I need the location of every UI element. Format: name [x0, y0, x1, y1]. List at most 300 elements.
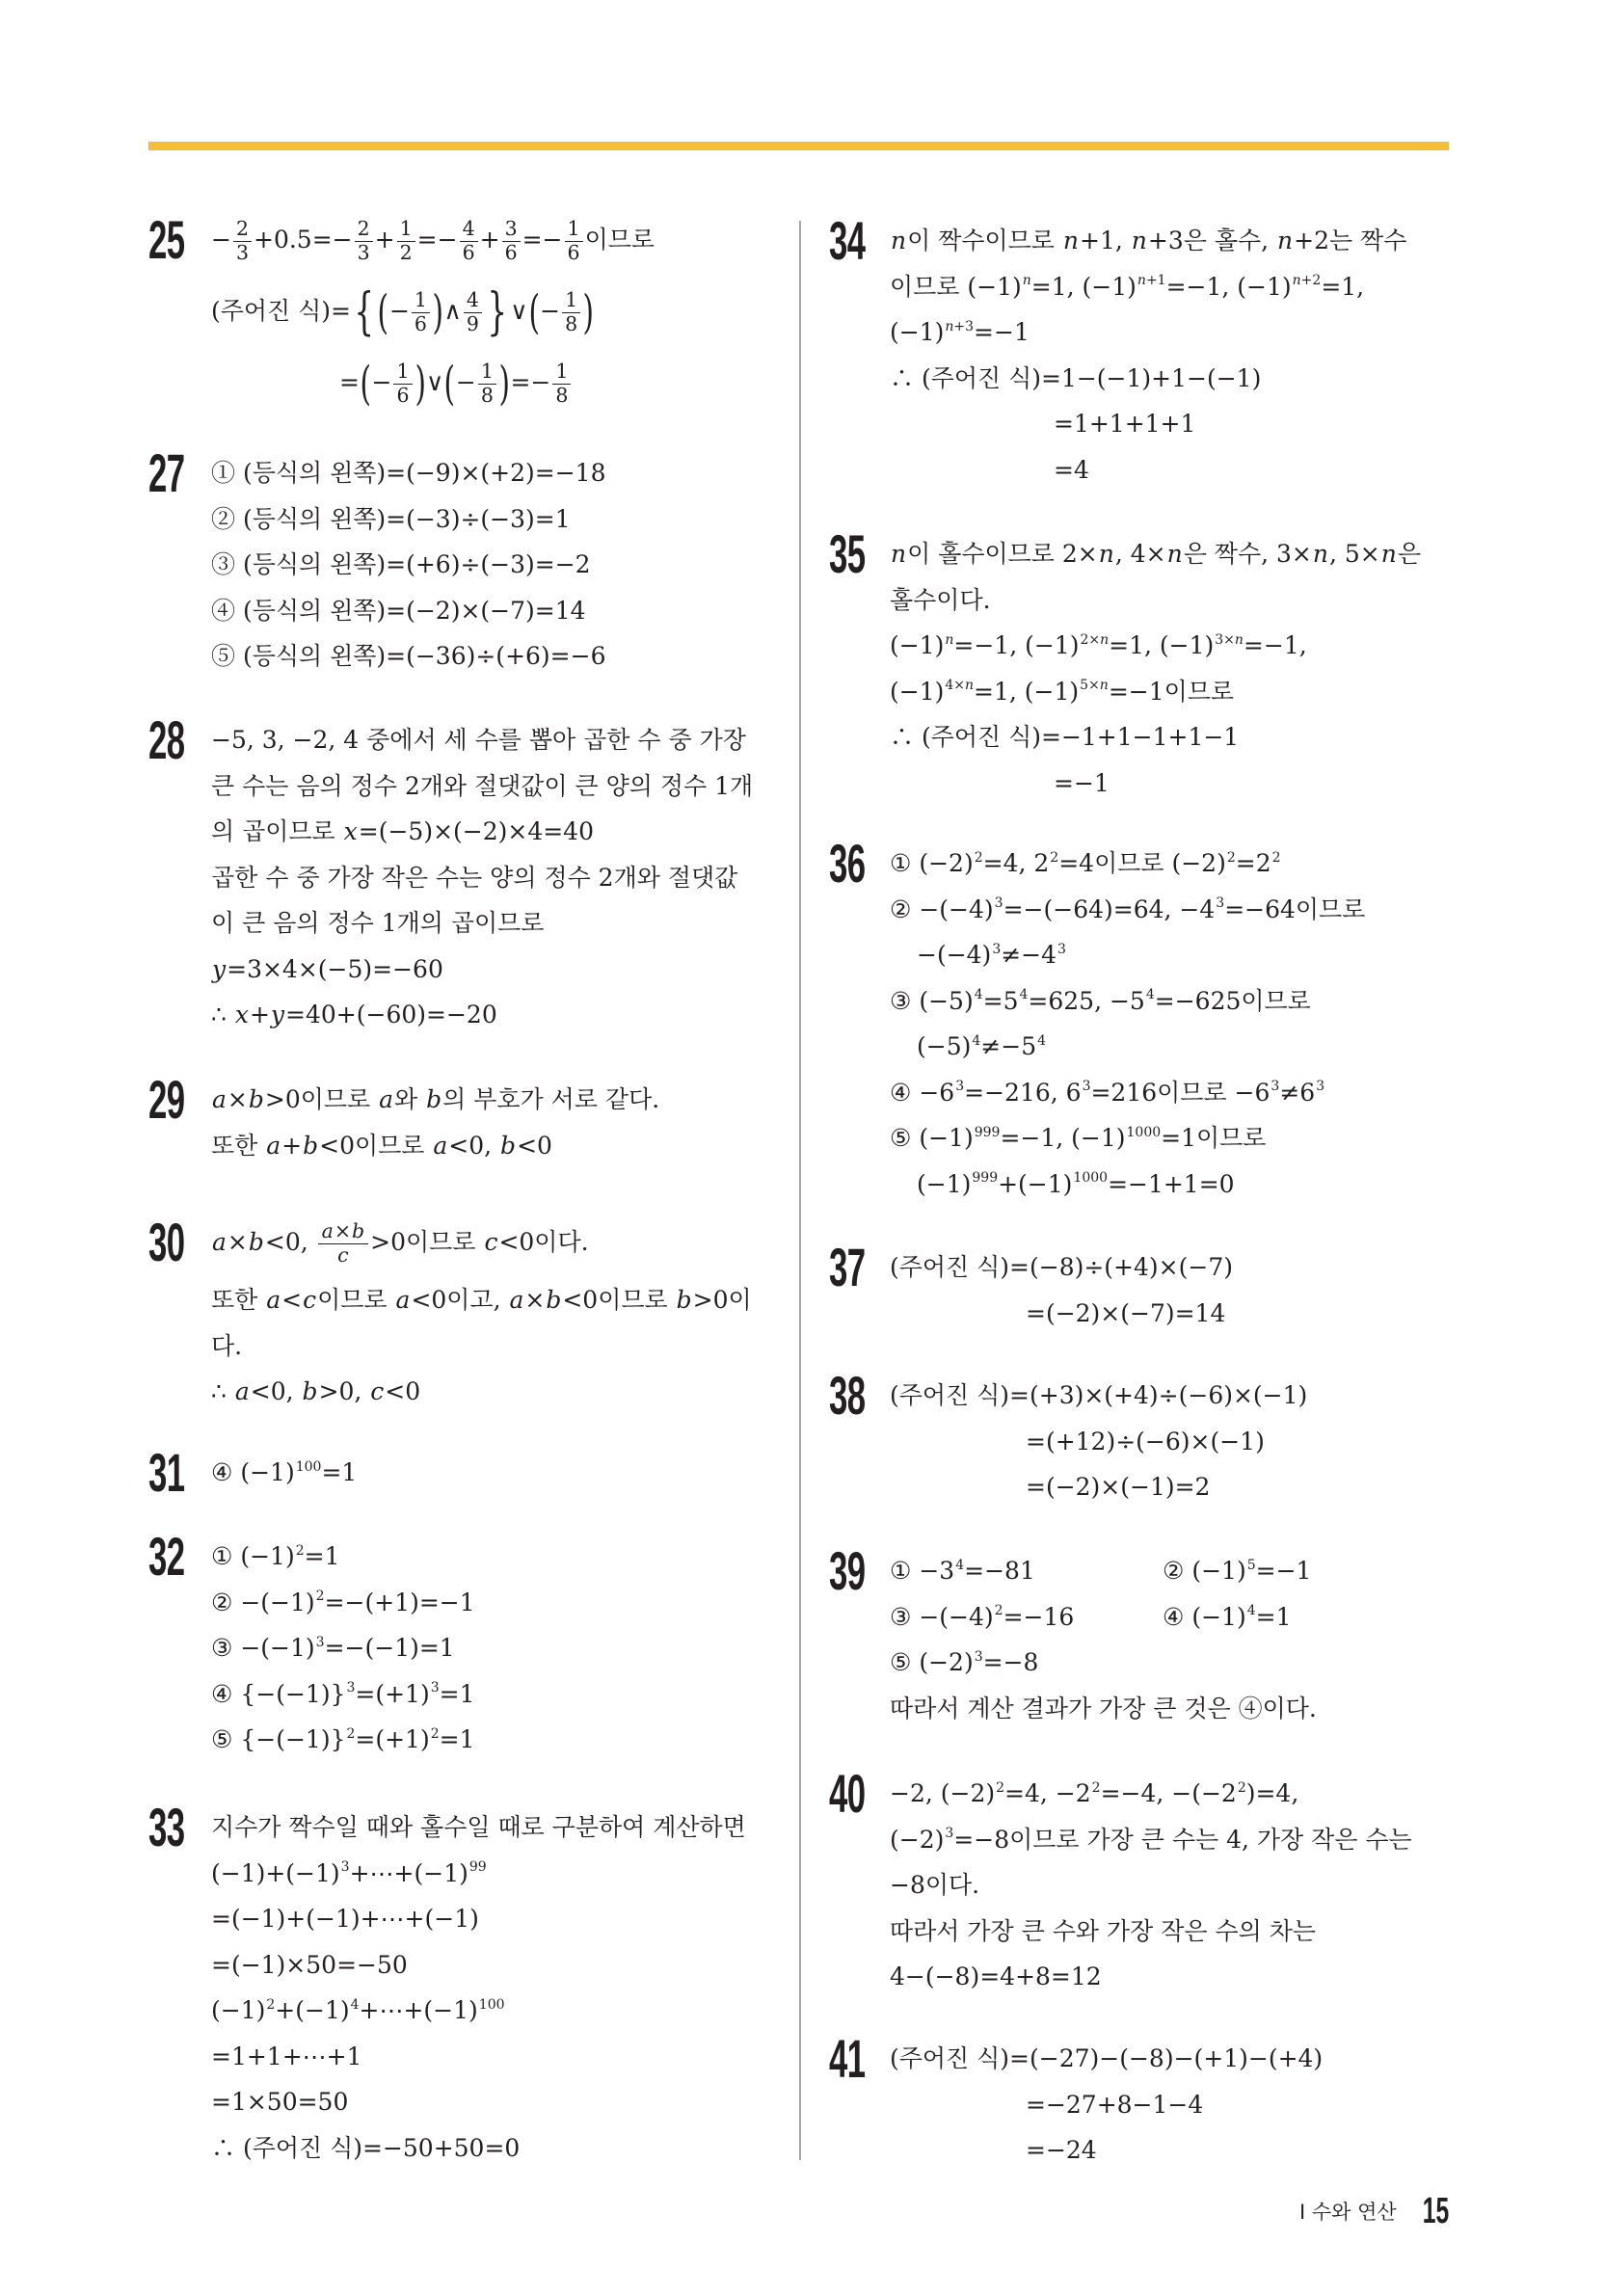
math-text: =−1, (−1): [1165, 272, 1292, 301]
math-text: =(+1): [355, 1725, 430, 1753]
math-text: (주어진 식)=(−27)−(−8)−(+1)−(+4): [890, 2044, 1324, 2072]
answer-body: [890, 218, 1406, 493]
math-text: 1: [555, 360, 569, 384]
superscript: [955, 1079, 964, 1094]
math-text: =216이므로 −6: [1090, 1078, 1271, 1107]
answer-number: 33: [148, 1797, 185, 1857]
answer-38-line-3: [890, 1464, 1307, 1510]
math-variable: n: [945, 631, 954, 648]
answer-30-line-3: [211, 1323, 752, 1370]
answer-number: 27: [148, 442, 185, 503]
answer-32-line-4: [211, 1671, 475, 1718]
math-text: <0이므로: [562, 1286, 676, 1314]
math-variable: x: [234, 1001, 249, 1028]
math-text: (−1): [917, 1169, 972, 1198]
math-text: 1000: [1126, 1124, 1162, 1140]
fraction: [355, 218, 373, 264]
math-variable: c: [337, 1243, 349, 1267]
math-text: 2: [295, 1542, 305, 1559]
answer-41-line-3: [890, 2127, 1323, 2174]
math-text: ④ (등식의 왼쪽)=(−2)×(−7)=14: [211, 596, 586, 625]
answer-body: [211, 1804, 746, 2171]
math-text: 2: [315, 1589, 325, 1605]
fraction: [397, 218, 415, 264]
large-bracket: ): [582, 285, 595, 339]
superscript: [1092, 1780, 1101, 1796]
math-text: ×: [524, 1286, 546, 1314]
math-text: =4: [1054, 455, 1089, 484]
math-variable: n: [1098, 540, 1114, 568]
superscript: [975, 987, 983, 1002]
answer-36-line-1: [890, 841, 1365, 887]
math-text: =−625이므로: [1154, 986, 1311, 1015]
math-variable: n: [1312, 540, 1328, 568]
math-text: 의 부호가 서로 같다.: [442, 1085, 660, 1113]
math-text: 5: [1246, 1557, 1256, 1573]
answer-34-line-2: [890, 264, 1406, 310]
math-text: 이므로: [317, 1286, 395, 1314]
math-variable: c: [370, 1377, 385, 1405]
math-text: 따라서 계산 결과가 가장 큰 것은 ④이다.: [890, 1694, 1317, 1722]
math-variable: a: [395, 1286, 411, 1314]
math-text: 2: [974, 849, 983, 866]
math-text: 2: [399, 241, 413, 264]
math-text: ② (등식의 왼쪽)=(−3)÷(−3)=1: [211, 504, 571, 533]
superscript: [1080, 632, 1109, 648]
math-text: =40+(−60)=−20: [285, 1001, 497, 1028]
math-text: ② −(−4): [890, 894, 994, 923]
math-text: =−8이므로 가장 큰 수는 4, 가장 작은 수는: [953, 1825, 1412, 1854]
math-text: 1: [480, 360, 494, 384]
math-text: =1: [439, 1725, 475, 1753]
math-text: 2: [1226, 849, 1236, 866]
math-text: 2: [266, 1996, 276, 2013]
math-text: 2: [1271, 849, 1281, 866]
math-text: 6: [396, 384, 410, 407]
math-text: 3: [1271, 1079, 1280, 1095]
math-variable: a: [509, 1286, 524, 1314]
fraction-denominator: [412, 313, 430, 336]
math-text: ∨: [510, 297, 528, 325]
math-text: (주어진 식)=: [211, 297, 352, 325]
math-text: =625, −5: [1028, 986, 1145, 1015]
math-variable: n: [1380, 540, 1397, 568]
math-text: =(−1)+(−1)+⋯+(−1): [211, 1905, 479, 1933]
answer-body: [211, 717, 753, 1038]
math-text: 이 큰 음의 정수 1개의 곱이므로: [211, 909, 545, 937]
math-text: ∧: [443, 297, 462, 325]
answer-body: [890, 841, 1365, 1207]
math-text: =1,: [1321, 272, 1365, 301]
math-text: 3: [315, 1634, 325, 1650]
answer-33-line-3: [211, 1896, 746, 1942]
math-text: 홀수이다.: [890, 585, 991, 614]
answer-36-line-3: [890, 932, 1365, 978]
math-text: −: [388, 297, 410, 325]
answer-28-line-7: [211, 992, 753, 1038]
superscript: [316, 1589, 325, 1604]
math-text: 2: [430, 1725, 440, 1742]
math-text: 큰 수는 음의 정수 2개와 절댓값이 큰 양의 정수 1개: [211, 771, 754, 800]
math-variable: b: [248, 1228, 264, 1256]
superscript: [479, 1997, 505, 2013]
math-text: 또한: [211, 1131, 266, 1160]
answer-39-row-1: [890, 1548, 1317, 1594]
answer-35-line-5: [890, 714, 1421, 761]
math-text: +3: [953, 318, 975, 334]
math-text: 지수가 짝수일 때와 홀수일 때로 구분하여 계산하면: [211, 1813, 746, 1841]
math-text: (주어진 식)=(+3)×(+4)÷(−6)×(−1): [890, 1381, 1308, 1409]
math-text: <0: [385, 1377, 421, 1405]
math-text: >0이므로: [264, 1085, 379, 1113]
answer-31-line-1: [211, 1450, 357, 1496]
answer-27-line-2: [211, 496, 605, 543]
superscript: [972, 1033, 980, 1049]
math-variable: n: [1277, 227, 1294, 254]
math-text: =(−1)×50=−50: [211, 1950, 408, 1979]
math-text: 3: [346, 1680, 356, 1696]
math-text: ⑤ (−2): [890, 1648, 974, 1676]
math-variable: n: [891, 227, 907, 254]
math-text: ⑤ {−(−1)}: [211, 1725, 346, 1753]
large-bracket: (: [360, 357, 371, 411]
math-text: 3: [955, 1079, 965, 1095]
math-text: =1: [321, 1458, 358, 1486]
math-variable: b: [426, 1085, 442, 1113]
math-text: 6: [504, 241, 518, 264]
math-variable: b: [546, 1286, 562, 1314]
math-text: 2: [1237, 1779, 1246, 1796]
math-text: =−24: [1026, 2136, 1097, 2164]
math-text: ×: [227, 1228, 248, 1256]
math-variable: x: [343, 817, 358, 845]
math-variable: a: [212, 1085, 227, 1113]
answer-28-line-5: [211, 900, 753, 947]
math-text: =−27+8−1−4: [1026, 2090, 1204, 2119]
superscript: [431, 1680, 440, 1695]
math-text: 1: [414, 288, 427, 312]
answer-30-line-1: [211, 1208, 752, 1277]
math-text: =−4, −(−2: [1100, 1779, 1237, 1807]
math-text: 3: [994, 895, 1003, 912]
answer-33-line-4: [211, 1942, 746, 1989]
answer-number: 40: [829, 1763, 866, 1824]
fraction-numerator: [562, 289, 580, 313]
answer-body: [211, 450, 605, 680]
math-text: =4이므로 (−2): [1058, 849, 1226, 877]
fraction-denominator: [565, 242, 583, 265]
math-variable: b: [500, 1131, 517, 1160]
math-text: 3: [945, 1826, 954, 1842]
fraction-denominator: [397, 242, 415, 265]
math-text: 4: [955, 1557, 965, 1573]
math-text: ⑤ (등식의 왼쪽)=(−36)÷(+6)=−6: [211, 642, 606, 670]
large-bracket: {: [354, 282, 375, 342]
fraction-numerator: [502, 218, 521, 242]
math-text: =3×4×(−5)=−60: [227, 954, 443, 983]
answer-body: [890, 531, 1421, 806]
answer-number: 29: [148, 1069, 185, 1130]
math-text: (−2): [890, 1825, 945, 1854]
math-text: 따라서 가장 큰 수와 가장 작은 수의 차는: [890, 1916, 1317, 1945]
answer-number: 39: [829, 1540, 866, 1601]
math-text: =−: [522, 226, 563, 254]
superscript: [1247, 1603, 1256, 1618]
math-variable: a: [433, 1131, 448, 1160]
answer-35-line-2: [890, 577, 1421, 624]
answer-40-line-5: [890, 1954, 1412, 2000]
math-text: 4: [1019, 987, 1029, 1003]
math-text: =−1, (−1): [1000, 1124, 1126, 1152]
math-variable: c: [484, 1228, 498, 1256]
answer-body: [211, 1534, 475, 1763]
math-text: −5, 3, −2, 4 중에서 세 수를 뽑아 곱한 수 중 가장: [211, 726, 746, 754]
math-text: 4: [462, 217, 475, 241]
fraction-denominator: [393, 385, 412, 408]
math-text: =−1,: [1243, 631, 1307, 659]
math-variable: n: [1062, 227, 1080, 254]
math-text: (−1): [890, 677, 945, 706]
math-text: −: [211, 226, 231, 254]
superscript: [1137, 273, 1166, 288]
math-text: =1+1+1+1: [1054, 410, 1196, 438]
math-text: (−1): [890, 318, 945, 346]
superscript: [316, 1635, 325, 1650]
large-bracket: (: [528, 285, 540, 339]
fraction-numerator: [460, 218, 478, 242]
fraction-numerator: [565, 218, 583, 242]
math-text: 8: [480, 384, 494, 407]
answer-35-line-6: [890, 761, 1421, 807]
math-text: ⑤ (−1): [890, 1124, 974, 1152]
answer-40-line-2: [890, 1817, 1412, 1863]
math-text: =−64이므로: [1224, 894, 1366, 923]
math-text: ∴ (주어진 식)=−1+1−1+1−1: [890, 723, 1240, 751]
fraction-numerator: [464, 289, 482, 313]
answer-32-line-1: [211, 1534, 475, 1580]
answer-38-line-2: [890, 1419, 1307, 1465]
math-text: ③ (−5): [890, 986, 974, 1015]
fraction-denominator: [464, 313, 482, 336]
fraction-denominator: [502, 242, 521, 265]
answer-39-item-2: [1163, 1557, 1311, 1585]
answer-28-line-1: [211, 717, 753, 763]
answer-25-line-1: [211, 204, 655, 276]
superscript: [1073, 1170, 1108, 1186]
math-text: 4×: [945, 678, 966, 694]
math-variable: a: [379, 1085, 394, 1113]
math-text: 1: [567, 217, 580, 241]
math-text: ① (등식의 왼쪽)=(−9)×(+2)=−18: [211, 459, 606, 487]
superscript: [945, 319, 974, 334]
math-text: ④ (−1): [1163, 1602, 1246, 1631]
math-text: ① −3: [890, 1557, 955, 1585]
answer-40-line-1: [890, 1771, 1412, 1817]
math-text: =1이므로: [1161, 1124, 1267, 1152]
superscript: [1037, 1033, 1046, 1049]
math-text: +⋯+(−1): [349, 1858, 468, 1887]
superscript: [1020, 987, 1029, 1002]
math-variable: a: [234, 1377, 250, 1405]
superscript: [341, 1859, 350, 1875]
math-variable: a: [212, 1228, 227, 1256]
superscript: [1271, 1079, 1279, 1094]
math-variable: b: [676, 1286, 692, 1314]
math-text: +2는 짝수: [1294, 227, 1407, 254]
math-variable: n: [1100, 631, 1110, 648]
math-text: 은 짝수, 3×: [1183, 540, 1312, 568]
superscript: [1293, 273, 1322, 288]
math-text: 다.: [211, 1331, 243, 1360]
fraction-numerator: [393, 360, 412, 385]
math-text: =1×50=50: [211, 2088, 349, 2116]
math-text: +: [249, 1001, 270, 1028]
math-text: 이 짝수이므로: [907, 227, 1062, 254]
math-text: 4: [972, 1032, 981, 1049]
math-text: 곱한 수 중 가장 작은 수는 양의 정수 2개와 절댓값: [211, 863, 738, 892]
math-text: =−1이므로: [1108, 677, 1235, 706]
math-text: 3: [1057, 941, 1066, 957]
math-text: <0,: [448, 1131, 500, 1160]
answer-34-line-3: [890, 309, 1406, 356]
fraction-numerator: [478, 360, 496, 385]
math-text: 3: [235, 241, 249, 264]
fraction: [412, 289, 430, 335]
math-variable: b: [302, 1377, 318, 1405]
math-variable: n: [965, 678, 975, 694]
math-text: ≠6: [1279, 1078, 1316, 1107]
math-text: 6: [462, 241, 475, 264]
superscript: [1272, 850, 1281, 866]
math-text: +1: [1145, 273, 1166, 289]
math-text: 999: [972, 1170, 999, 1187]
math-text: 3: [357, 241, 370, 264]
math-text: +1,: [1080, 227, 1131, 254]
math-variable: y: [212, 954, 227, 983]
math-text: ② (−1): [1163, 1557, 1246, 1585]
math-text: ③ (등식의 왼쪽)=(+6)÷(−3)=−2: [211, 550, 591, 578]
superscript: [296, 1459, 322, 1475]
answer-40-line-4: [890, 1909, 1412, 1955]
answer-35-line-4: [890, 669, 1421, 715]
math-text: 3: [974, 1648, 983, 1665]
answer-36-line-4: [890, 978, 1365, 1025]
answer-body: [890, 1548, 1317, 1731]
fraction-denominator: [460, 242, 478, 265]
math-text: (주어진 식)=(−8)÷(+4)×(−7): [890, 1253, 1233, 1281]
large-bracket: (: [377, 285, 389, 339]
math-text: ④ −6: [890, 1078, 955, 1107]
answer-36-line-2: [890, 887, 1365, 933]
math-text: 5×: [1080, 678, 1100, 694]
answer-33-line-6: [211, 2034, 746, 2080]
superscript: [1238, 1780, 1246, 1796]
answer-39-item-4: [1163, 1603, 1292, 1631]
superscript: [1227, 850, 1236, 866]
math-text: 9: [466, 312, 479, 335]
large-bracket: (: [443, 357, 456, 411]
fraction: [565, 218, 583, 264]
superscript: [975, 1649, 983, 1665]
large-bracket: ): [498, 357, 510, 411]
large-bracket: ): [415, 357, 426, 411]
math-text: +(−1): [998, 1169, 1073, 1198]
superscript: [1216, 895, 1224, 911]
answer-32-line-2: [211, 1580, 475, 1626]
answer-number: 30: [148, 1212, 185, 1272]
math-text: 8: [565, 312, 578, 335]
math-text: ② −(−1): [211, 1588, 315, 1616]
fraction-numerator: [233, 218, 252, 242]
fraction: [502, 218, 521, 264]
answer-number: 37: [829, 1237, 866, 1297]
math-text: ∨: [426, 368, 444, 396]
math-variable: n: [1137, 273, 1146, 289]
math-text: 2: [994, 1603, 1003, 1619]
math-variable: b: [352, 1219, 365, 1243]
answer-number: 25: [148, 209, 185, 270]
math-text: 3: [1216, 895, 1225, 912]
answer-32-line-3: [211, 1625, 475, 1671]
math-text: =1: [1255, 1602, 1292, 1631]
answer-39-item-3: [890, 1594, 1163, 1641]
math-text: =−1+1=0: [1108, 1169, 1235, 1198]
superscript: [945, 1826, 953, 1841]
page-footer: [1299, 2190, 1449, 2232]
math-text: <0,: [250, 1377, 302, 1405]
fraction-numerator: [412, 289, 430, 313]
math-text: =−1: [1054, 768, 1110, 797]
math-text: 의 곱이므로: [211, 817, 343, 845]
answer-32-line-5: [211, 1717, 475, 1763]
superscript: [945, 678, 974, 693]
answer-36-line-8: [890, 1161, 1365, 1208]
answer-30-line-4: [211, 1369, 752, 1415]
answer-27-line-1: [211, 450, 605, 496]
math-variable: b: [248, 1085, 264, 1113]
math-text: ×: [334, 1219, 352, 1243]
math-text: ∴ (주어진 식)=1−(−1)+1−(−1): [890, 363, 1262, 392]
answer-33-line-1: [211, 1804, 746, 1851]
math-text: 1: [565, 288, 578, 312]
math-text: 99: [468, 1859, 487, 1876]
math-text: =(+12)÷(−6)×(−1): [1026, 1427, 1265, 1455]
header-accent-bar: [148, 142, 1449, 150]
fraction: [233, 218, 252, 264]
math-text: 4: [974, 987, 983, 1003]
math-text: =(+1): [355, 1679, 430, 1708]
math-variable: n: [945, 318, 954, 334]
answer-body: [211, 1208, 752, 1415]
math-text: 3: [992, 941, 1002, 957]
math-text: =2: [1235, 849, 1271, 877]
math-text: )=4,: [1245, 1779, 1299, 1807]
math-variable: n: [1099, 678, 1109, 694]
math-text: ∴ (주어진 식)=−50+50=0: [211, 2133, 521, 2162]
answer-37-line-2: [890, 1291, 1233, 1337]
fraction-denominator: [478, 385, 496, 408]
math-text: 2: [235, 217, 249, 241]
math-text: =1, (−1): [974, 677, 1080, 706]
math-text: 2: [996, 1779, 1005, 1796]
math-text: −(−4): [917, 941, 992, 969]
math-text: 2: [1050, 849, 1059, 866]
answer-39-item-1: [890, 1548, 1163, 1594]
answer-39-item-5: [890, 1640, 1317, 1686]
math-text: 은: [1397, 540, 1422, 568]
math-text: (−1): [890, 631, 945, 659]
superscript: [266, 1997, 275, 2013]
